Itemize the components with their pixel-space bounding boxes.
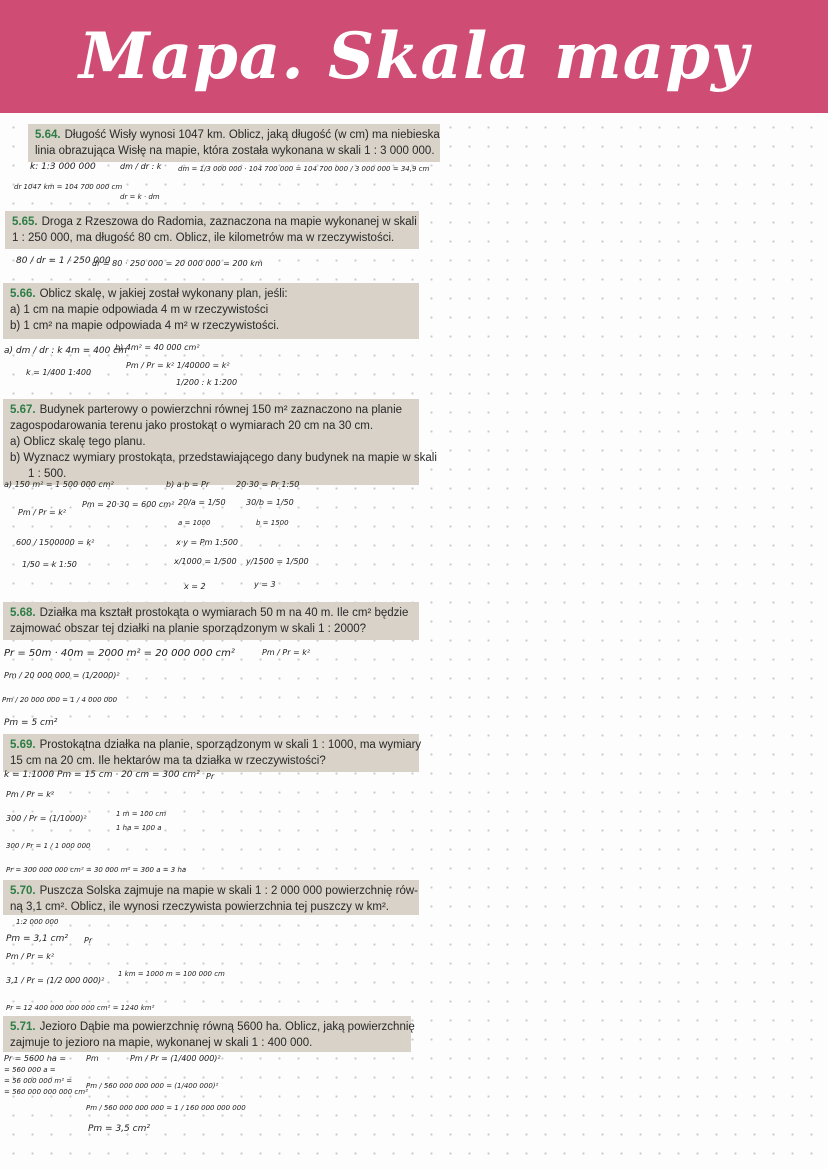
task-5-70 [3,880,419,915]
handwritten-note: Pr = 12 400 000 000 000 cm² = 1240 km² [6,1004,155,1012]
handwritten-note: Pr = 300 000 000 cm² = 30 000 m² = 300 a = 3 ha [6,866,187,874]
handwritten-note: = 560 000 000 000 cm² [4,1088,88,1096]
handwritten-note: Pm / Pr = k² [262,648,311,657]
task-number: 5.65. [12,216,38,228]
handwritten-note: 20/a = 1/50 [178,498,226,507]
handwritten-note: dm / dr : k [120,162,162,171]
task-number: 5.67. [10,404,36,416]
handwritten-note: Pr [84,936,93,945]
handwritten-note: 1 ha = 100 a [116,824,162,832]
task-text: Działka ma kształt prostokąta o wymiarach 50 m na 40 m. Ile cm² będzie [39,607,409,619]
handwritten-note: x·y = Pm 1:500 [176,538,239,547]
handwritten-note: 300 / Pr = 1 / 1 000 000 [6,842,91,850]
task-text: linia obrazująca Wisłę na mapie, która została wykonana w skali 1 : 3 000 000. [35,145,435,157]
task-number: 5.71. [10,1021,36,1033]
handwritten-note: Pm / Pr = k² [6,952,55,961]
task-text: 1 : 250 000, ma długość 80 cm. Oblicz, ile kilometrów ma w rzeczywistości. [12,232,395,244]
task-text: zagospodarowania terenu jako prostokąt o wymiarach 20 cm na 30 cm. [10,420,374,432]
handwritten-note: k = 1/400 1:400 [26,368,92,377]
handwritten-note: = 560 000 a = [4,1066,56,1074]
handwritten-note: Pm / Pr = (1/400 000)² [130,1054,221,1063]
handwritten-note: Pr = 5600 ha = [4,1054,67,1063]
task-text: b) 1 cm² na mapie odpowiada 4 m² w rzeczywistości. [10,320,280,332]
handwritten-note: k = 1:1000 Pm = 15 cm · 20 cm = 300 cm² [4,770,200,780]
task-text: Jezioro Dąbie ma powierzchnię równą 5600 ha. Oblicz, jaką powierzchnię [39,1021,415,1033]
task-text: b) Wyznacz wymiary prostokąta, przedstawiającego dany budynek na mapie w skali [10,452,437,464]
task-text: Długość Wisły wynosi 1047 km. Oblicz, jaką długość (w cm) ma niebieska [64,129,440,141]
task-number: 5.70. [10,885,36,897]
handwritten-note: 600 / 1500000 = k² [16,538,95,547]
title-banner [0,0,828,113]
handwritten-note: 1 km = 1000 m = 100 000 cm [118,970,225,978]
task-text: 1 : 500. [28,468,67,480]
handwritten-note: x = 2 [184,582,206,591]
task-text: a) 1 cm na mapie odpowiada 4 m w rzeczywistości [10,304,269,316]
handwritten-note: Pm = 3,5 cm² [88,1124,150,1134]
handwritten-note: Pm = 3,1 cm² [6,934,68,944]
handwritten-note: 80 / dr = 1 / 250 000 [16,256,111,266]
handwritten-note: b) 4m² = 40 000 cm² [115,343,200,352]
task-5-65 [5,211,419,249]
handwritten-note: Pm = 5 cm² [4,718,58,728]
handwritten-note: x/1000 = 1/500 [174,557,237,566]
task-text: a) Oblicz skalę tego planu. [10,436,146,448]
handwritten-note: 300 / Pr = (1/1000)² [6,814,87,823]
handwritten-note: 20·30 = Pr 1:50 [236,480,300,489]
handwritten-note: 3,1 / Pr = (1/2 000 000)² [6,976,105,985]
handwritten-note: 1/200 : k 1:200 [176,378,238,387]
handwritten-note: 1:2 000 000 [16,918,59,926]
handwritten-note: dr 1047 km = 104 700 000 cm [14,183,123,191]
task-5-69 [3,734,422,772]
task-5-68 [3,602,419,640]
task-text: Puszcza Solska zajmuje na mapie w skali 1 : 2 000 000 powierzchnię rów- [39,885,418,897]
task-5-66 [3,283,419,339]
task-text: Oblicz skalę, w jakiej został wykonany plan, jeśli: [39,288,288,300]
handwritten-note: a) dm / dr : k 4m = 400 cm [4,346,127,356]
task-number: 5.68. [10,607,36,619]
handwritten-note: Pr [206,772,215,781]
task-number: 5.66. [10,288,36,300]
task-text: zajmuje to jezioro na mapie, wykonanej w skali 1 : 400 000. [10,1037,313,1049]
handwritten-note: Pm / 20 000 000 = 1 / 4 000 000 [2,696,118,704]
handwritten-note: dm = 1/3 000 000 · 104 700 000 = 104 700 000 / 3 000 000 = 34,9 cm [178,165,430,173]
handwritten-note: b) a·b = Pr [166,480,210,489]
task-text: Prostokątna działka na planie, sporządzonym w skali 1 : 1000, ma wymiary [39,739,422,751]
handwritten-note: 30/b = 1/50 [246,498,294,507]
handwritten-note: b = 1500 [256,519,289,527]
handwritten-note: y/1500 = 1/500 [246,557,309,566]
task-number: 5.69. [10,739,36,751]
task-text: ną 3,1 cm². Oblicz, ile wynosi rzeczywista powierzchnia tej puszczy w km². [10,901,389,913]
task-5-64 [28,124,440,162]
task-text: Droga z Rzeszowa do Radomia, zaznaczona na mapie wykonanej w skali [41,216,417,228]
handwritten-note: = 56 000 000 m² = [4,1077,73,1085]
handwritten-note: dr = 80 · 250 000 = 20 000 000 = 200 km [92,259,263,268]
handwritten-note: Pm / Pr = k² [6,790,55,799]
handwritten-note: 1 m = 100 cm [116,810,167,818]
handwritten-note: 1/50 = k 1:50 [22,560,77,569]
handwritten-note: Pm / 20 000 000 = (1/2000)² [4,671,120,680]
handwritten-note: Pm [86,1054,99,1063]
task-text: 15 cm na 20 cm. Ile hektarów ma ta działka w rzeczywistości? [10,755,326,767]
task-number: 5.64. [35,129,61,141]
task-5-71 [3,1016,415,1052]
handwritten-note: y = 3 [254,580,276,589]
handwritten-note: Pm / 560 000 000 000 = (1/400 000)² [86,1082,219,1090]
handwritten-note: Pr = 50m · 40m = 2000 m² = 20 000 000 cm² [4,648,235,659]
handwritten-note: Pm / Pr = k² 1/40000 = k² [126,361,230,370]
handwritten-note: Pm / 560 000 000 000 = 1 / 160 000 000 000 [86,1104,246,1112]
handwritten-note: Pm / Pr = k² [18,508,67,517]
handwritten-note: k: 1:3 000 000 [30,162,96,172]
page-title: Mapa. Skala mapy [78,19,750,94]
handwritten-note: dr = k · dm [120,193,160,201]
handwritten-note: a = 1000 [178,519,211,527]
handwritten-note: a) 150 m² = 1 500 000 cm² [4,480,114,489]
task-5-67 [3,399,437,485]
task-text: Budynek parterowy o powierzchni równej 150 m² zaznaczono na planie [39,404,403,416]
handwritten-note: Pm = 20·30 = 600 cm² [82,500,175,509]
task-text: zajmować obszar tej działki na planie sporządzonym w skali 1 : 2000? [10,623,367,635]
